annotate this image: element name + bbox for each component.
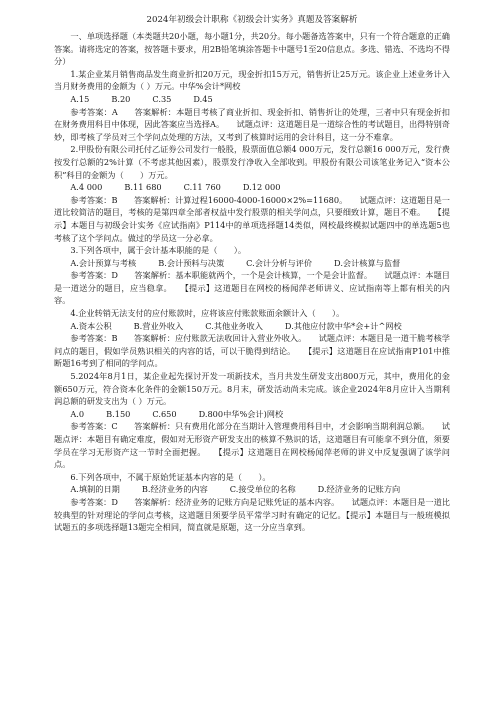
question-analysis: 参考答案：D 答案解析：经济业务的记账方向是记账凭证的基本内容。 试题点评：本题目是一道比较典型的针对理论的学问点考核，这道题目须要学员平常学习时有确定的记忆。【提示】本题目与一般班模拟试题五的多项选择题13题完全相同，简直就是原题，这一分应当拿到。 — [54, 496, 450, 533]
option-a: A.资本公积 — [70, 320, 112, 331]
question-analysis: 参考答案：B 答案解析：计算过程16000-4000-16000×2%=11680。 试题点评：这道题目是一道比较简洁的题目，考核的是第四章全部者权益中发行股票的相关学问点，只要细致计算，题目不难。 【提示】本题目与初级会计实务《应试指南》P114中的单项选择题14类似，网校最终模拟试题四中的单选题5也考核了这个学问点。做过的学员这一分必拿。 — [54, 194, 450, 243]
question-options — [54, 257, 450, 270]
question-stem: 4.企业转销无法支付的应付账款时，应将该应付账款账面余额计入（ ）。 — [70, 308, 345, 319]
option-a: A.4 000 — [70, 182, 103, 193]
question-analysis: 参考答案：C 答案解析：只有费用化部分在当期计入管理费用科目中，才会影响当期利润总额。 试题点评：本题目有确定难度，假如对无形资产研发支出的核算不熟识的话，这道题目有可能拿不到分值，须要学员在学习无形资产这一节时全面把握。 【提示】这道题目在网校杨闻萍老师的讲义中反复强调了该学问点。 — [54, 421, 450, 470]
option-d: D.经济业务的记账方向 — [317, 484, 401, 495]
option-d: D.45 — [193, 93, 213, 104]
option-c: C.会计分析与评价 — [246, 257, 313, 268]
option-d: D.800中华%会计)网校 — [198, 408, 284, 419]
document-title: 2024年初级会计职称《初级会计实务》真题及答案解析 — [146, 15, 358, 25]
option-a: A.0 — [70, 408, 85, 419]
question-stem: 5.2024年8月1日，某企业起先探讨开发一项新技术，当月共发生研发支出800万元，其中，费用化的金额650万元，符合资本化条件的金额150万元。8月末，研发活动尚未完成。该企业2024年8月应计入当期利润总额的研发支出为（ ）万元。 — [54, 371, 450, 407]
question-analysis: 参考答案：D 答案解析：基本职能就两个，一个是会计核算，一个是会计监督。 试题点评：本题目是一道送分的题目，应当稳拿。 【提示】这道题目在网校的杨闻萍老师讲义、应试指南等上都有相关的内容。 — [54, 270, 450, 306]
question-options — [54, 408, 450, 421]
option-c: C.650 — [152, 408, 177, 419]
option-b: B.会计预料与决策 — [158, 257, 225, 268]
question-analysis: 参考答案：A 答案解析：本题目考核了商业折扣、现金折扣、销售折让的处理，三者中只有现金折扣在财务费用科目中体现，因此答案应当选择A。 试题点评：这道题目是一道综合性的考试题目，出得特别奇妙，即考核了学员对三个学问点处理的方法，又考到了核算时运用的会计科目，这一分不难拿。 — [54, 106, 450, 142]
question-stem: 6.下列各项中，不属于原始凭证基本内容的是（ ）。 — [70, 471, 271, 482]
question-6 — [54, 471, 450, 534]
question-2 — [54, 143, 450, 244]
question-options — [54, 320, 450, 333]
question-options — [54, 483, 450, 496]
question-5 — [54, 370, 450, 471]
question-options — [54, 181, 450, 194]
option-c: C.35 — [152, 93, 172, 104]
option-c: C.接受单位的名称 — [229, 484, 296, 495]
question-3 — [54, 244, 450, 307]
option-b: B.经济业务的内容 — [141, 484, 208, 495]
question-analysis: 参考答案：B 答案解析：应付账款无法收回计入营业外收入。 试题点评：本题目是一道干脆考核学问点的题目，假如学员熟识相关的内容的话，可以干脆得到结论。 【提示】这道题目在应试指南P101中推断题16考到了相同的学问点。 — [54, 333, 450, 369]
question-stem: 1.某企业某月销售商品发生商业折扣20万元，现金折扣15万元，销售折让25万元。该企业上述业务计入当月财务费用的金额为（ ）万元。中华%会计*网校 — [54, 68, 450, 92]
question-options — [54, 93, 450, 106]
option-b: B.150 — [106, 408, 131, 419]
option-d: D.其他应付款中华*会+计^网校 — [284, 320, 402, 331]
question-stem: 2.甲股份有限公司托付乙证券公司发行一般股，股票面值总额4 000万元，发行总额16 000万元，发行费按发行总额的2%计算（不考虑其他因素），股票发行净收入全部收到。甲股份有限公司该笔业务记入“资本公积”科目的金额为（ ）万元。 — [54, 144, 450, 180]
question-4 — [54, 307, 450, 370]
option-a: A.会计预算与考核 — [70, 257, 137, 268]
option-c: C.其他业务收入 — [205, 320, 263, 331]
option-d: D.12 000 — [242, 182, 281, 193]
option-d: D.会计核算与监督 — [334, 257, 401, 268]
section-header: 一、单项选择题（本类题共20小题，每小题1分，共20分。每小题备选答案中，只有一个符合题意的正确答案。请将选定的答案，按答题卡要求，用2B铅笔填涂答题卡中题号1至20信息点。多选、错选、不选均不得分） — [54, 31, 450, 67]
option-a: A.15 — [70, 93, 90, 104]
option-b: B.20 — [111, 93, 131, 104]
option-c: C.11 760 — [183, 182, 221, 193]
option-a: A.填制的日期 — [70, 484, 120, 495]
option-b: B.营业外收入 — [133, 320, 184, 331]
option-b: B.11 680 — [124, 182, 162, 193]
question-1 — [54, 68, 450, 144]
question-stem: 3.下列各项中，属于会计基本职能的是（ ）。 — [70, 245, 247, 256]
